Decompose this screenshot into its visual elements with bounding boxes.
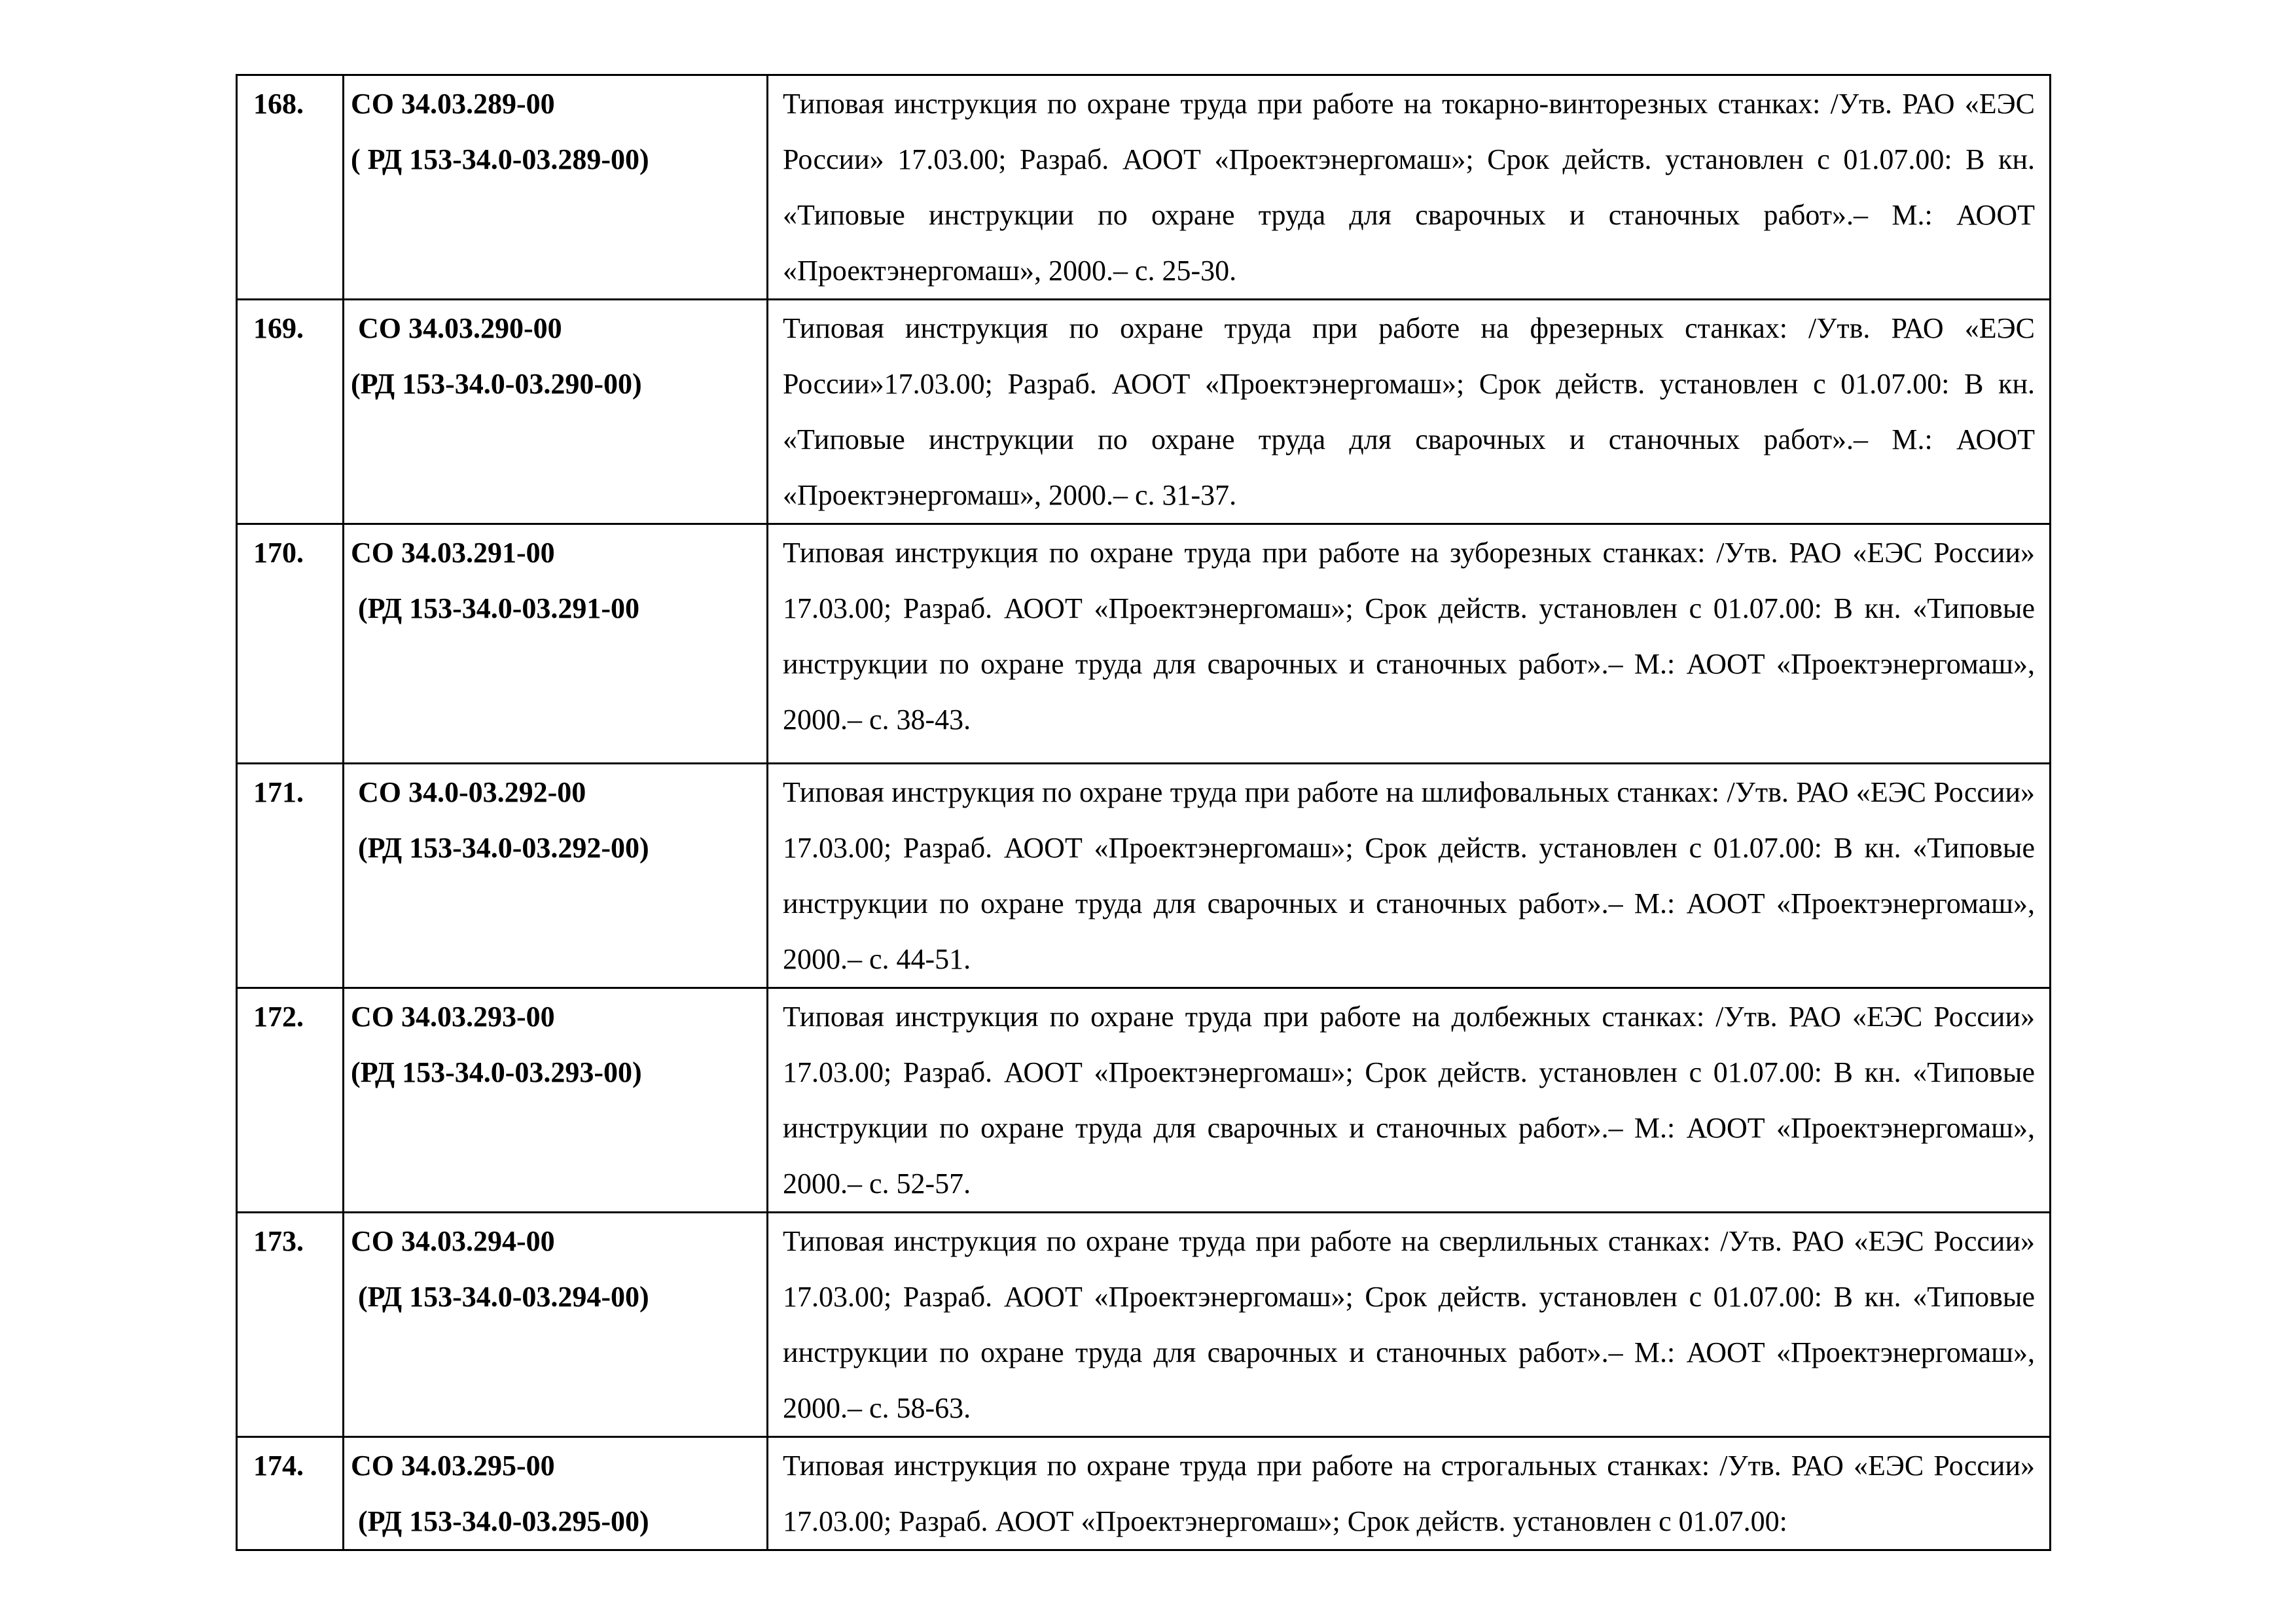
entry-code <box>344 764 768 988</box>
entry-code-secondary: (РД 153-34.0-03.292-00) <box>351 832 649 864</box>
entry-code <box>344 1213 768 1437</box>
entry-number: 168. <box>237 75 344 300</box>
entry-code-secondary: (РД 153-34.0-03.293-00) <box>351 1056 642 1088</box>
document-table <box>236 74 2051 1551</box>
entry-number: 170. <box>237 524 344 764</box>
entry-number: 173. <box>237 1213 344 1437</box>
entry-code-secondary: (РД 153-34.0-03.295-00) <box>351 1505 649 1537</box>
entry-number: 174. <box>237 1437 344 1550</box>
entry-code-primary: СО 34.03.289-00 <box>351 88 555 120</box>
entry-code-primary: СО 34.03.294-00 <box>351 1225 555 1257</box>
table-row <box>237 764 2051 988</box>
table-row <box>237 1213 2051 1437</box>
entry-code <box>344 524 768 764</box>
entry-code <box>344 1437 768 1550</box>
entry-code-primary: СО 34.03.290-00 <box>351 312 562 344</box>
table-row <box>237 1437 2051 1550</box>
entry-code-secondary: (РД 153-34.0-03.294-00) <box>351 1281 649 1313</box>
entry-description: Типовая инструкция по охране труда при работе на долбежных станках: /Утв. РАО «ЕЭС России» 17.03.00; Разраб. АООТ «Проектэнергомаш»; Срок действ. установлен с 01.07.00: В кн. «Типовые инструкции по охране труда для сварочных и станочных работ».– М.: АООТ «Проектэнергомаш», 2000.– с. 52-57. <box>768 988 2051 1213</box>
entry-code-secondary: (РД 153-34.0-03.290-00) <box>351 368 642 400</box>
entry-code-primary: СО 34.03.293-00 <box>351 1001 555 1033</box>
table-row <box>237 988 2051 1213</box>
entry-description: Типовая инструкция по охране труда при работе на зуборезных станках: /Утв. РАО «ЕЭС России» 17.03.00; Разраб. АООТ «Проектэнергомаш»; Срок действ. установлен с 01.07.00: В кн. «Типовые инструкции по охране труда для сварочных и станочных работ».– М.: АООТ «Проектэнергомаш», 2000.– с. 38-43. <box>768 524 2051 764</box>
entry-description: Типовая инструкция по охране труда при работе на сверлильных станках: /Утв. РАО «ЕЭС России» 17.03.00; Разраб. АООТ «Проектэнергомаш»; Срок действ. установлен с 01.07.00: В кн. «Типовые инструкции по охране труда для сварочных и станочных работ».– М.: АООТ «Проектэнергомаш», 2000.– с. 58-63. <box>768 1213 2051 1437</box>
entry-description: Типовая инструкция по охране труда при работе на токарно-винторезных станках: /Утв. РАО «ЕЭС России» 17.03.00; Разраб. АООТ «Проектэнергомаш»; Срок действ. установлен с 01.07.00: В кн. «Типовые инструкции по охране труда для сварочных и станочных работ».– М.: АООТ «Проектэнергомаш», 2000.– с. 25-30. <box>768 75 2051 300</box>
entry-number: 171. <box>237 764 344 988</box>
entry-description: Типовая инструкция по охране труда при работе на фрезерных станках: /Утв. РАО «ЕЭС России»17.03.00; Разраб. АООТ «Проектэнергомаш»; Срок действ. установлен с 01.07.00: В кн. «Типовые инструкции по охране труда для сварочных и станочных работ».– М.: АООТ «Проектэнергомаш», 2000.– с. 31-37. <box>768 300 2051 524</box>
table-row <box>237 75 2051 300</box>
entry-code-primary: СО 34.03.291-00 <box>351 537 555 569</box>
entry-description: Типовая инструкция по охране труда при работе на строгальных станках: /Утв. РАО «ЕЭС России» 17.03.00; Разраб. АООТ «Проектэнергомаш»; Срок действ. установлен с 01.07.00: <box>768 1437 2051 1550</box>
entry-number: 169. <box>237 300 344 524</box>
entry-code-secondary: (РД 153-34.0-03.291-00 <box>351 592 640 624</box>
entry-code <box>344 988 768 1213</box>
entry-code-primary: СО 34.03.295-00 <box>351 1450 555 1482</box>
table-row <box>237 524 2051 764</box>
table-row <box>237 300 2051 524</box>
entry-description: Типовая инструкция по охране труда при работе на шлифовальных станках: /Утв. РАО «ЕЭС России» 17.03.00; Разраб. АООТ «Проектэнергомаш»; Срок действ. установлен с 01.07.00: В кн. «Типовые инструкции по охране труда для сварочных и станочных работ».– М.: АООТ «Проектэнергомаш», 2000.– с. 44-51. <box>768 764 2051 988</box>
entry-number: 172. <box>237 988 344 1213</box>
entry-code <box>344 75 768 300</box>
entry-code <box>344 300 768 524</box>
entry-code-secondary: ( РД 153-34.0-03.289-00) <box>351 143 649 175</box>
entry-code-primary: СО 34.0-03.292-00 <box>351 776 586 808</box>
